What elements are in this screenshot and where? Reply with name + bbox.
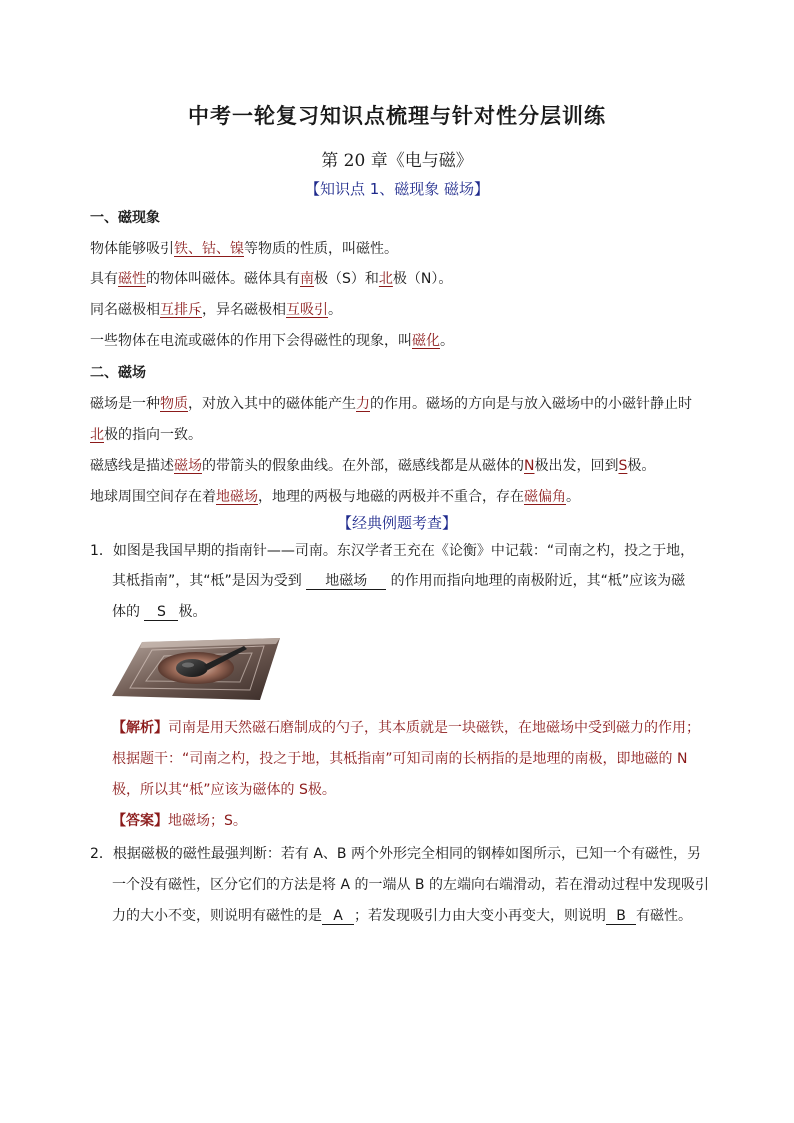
text: 一些物体在电流或磁体的作用下会得磁性的现象，叫 bbox=[90, 333, 412, 349]
question-2-line-3 bbox=[112, 905, 692, 925]
text: 力的大小不变，则说明有磁性的是 bbox=[112, 908, 322, 924]
chapter-title: 第 20 章《电与磁》 bbox=[321, 151, 473, 171]
paragraph-magnetism-definition bbox=[90, 238, 398, 258]
paragraph-pole-interaction bbox=[90, 299, 342, 319]
spoon bbox=[176, 659, 208, 677]
key-term: N bbox=[524, 458, 535, 474]
text: 同名磁极相 bbox=[90, 302, 160, 318]
key-term: 互吸引 bbox=[286, 302, 328, 318]
document-title: 中考一轮复习知识点梳理与针对性分层训练 bbox=[188, 104, 606, 128]
text: 的带箭头的假象曲线。在外部，磁感线都是从磁体的 bbox=[202, 458, 524, 474]
text: 具有 bbox=[90, 271, 118, 287]
paragraph-field-lines bbox=[90, 455, 655, 475]
text: 有磁性。 bbox=[636, 908, 692, 924]
question-1-analysis-line-2: 根据题干：“司南之杓，投之于地，其柢指南”可知司南的长柄指的是地理的南极，即地磁的 N bbox=[112, 751, 688, 767]
key-term: 磁性 bbox=[118, 271, 146, 287]
question-2-line-1: 2．根据磁极的磁性最强判断：若有 A、B 两个外形完全相同的钢棒如图所示，已知一个有磁性，另 bbox=[90, 846, 701, 862]
text: 地球周围空间存在着 bbox=[90, 489, 216, 505]
answer-blank: A bbox=[322, 908, 354, 925]
key-term: 物质 bbox=[160, 396, 188, 412]
text: 。 bbox=[440, 333, 454, 349]
text: ，地理的两极与地磁的两极并不重合，存在 bbox=[258, 489, 524, 505]
section-heading-magnetic-field: 二、磁场 bbox=[90, 365, 146, 381]
paragraph-field-direction bbox=[90, 424, 202, 444]
paragraph-magnet-definition bbox=[90, 268, 452, 288]
question-1-analysis-line-1 bbox=[112, 717, 700, 737]
question-2-line-2: 一个没有磁性，区分它们的方法是将 A 的一端从 B 的左端向右端滑动，若在滑动过程中发现吸引 bbox=[112, 877, 709, 893]
question-1-answer bbox=[112, 810, 247, 830]
key-term: 北 bbox=[378, 271, 393, 287]
text: 的作用。磁场的方向是与放入磁场中的小磁针静止时 bbox=[370, 396, 692, 412]
text: 磁场是一种 bbox=[90, 396, 160, 412]
key-term: 磁偏角 bbox=[524, 489, 566, 505]
knowledge-point-heading: 【知识点 1、磁现象 磁场】 bbox=[304, 180, 490, 198]
examples-heading: 【经典例题考查】 bbox=[336, 514, 457, 532]
text: 极（N）。 bbox=[392, 271, 453, 287]
text: 的物体叫磁体。磁体具有 bbox=[146, 271, 300, 287]
question-1-analysis-line-3: 极，所以其“柢”应该为磁体的 S极。 bbox=[112, 782, 336, 798]
text: 极（S）和 bbox=[314, 271, 379, 287]
text: 极的指向一致。 bbox=[104, 427, 202, 443]
key-term: 磁场 bbox=[174, 458, 202, 474]
text: ；若发现吸引力由大变小再变大，则说明 bbox=[354, 908, 606, 924]
section-heading-magnetism: 一、磁现象 bbox=[90, 210, 160, 226]
text: ，异名磁极相 bbox=[202, 302, 286, 318]
text: 磁感线是描述 bbox=[90, 458, 174, 474]
text: 极。 bbox=[627, 458, 656, 474]
text: 的作用而指向地理的南极附近，其“柢”应该为磁 bbox=[386, 573, 686, 589]
answer-blank: S bbox=[144, 604, 178, 621]
question-1-line-3 bbox=[112, 601, 206, 621]
key-term: 互排斥 bbox=[160, 302, 202, 318]
answer-label: 【答案】 bbox=[112, 813, 168, 829]
key-term: 地磁场 bbox=[216, 489, 258, 505]
question-1-line-1: 1．如图是我国早期的指南针——司南。东汉学者王充在《论衡》中记载：“司南之杓，投之于地， bbox=[90, 543, 695, 559]
text: 体的 bbox=[112, 604, 145, 620]
paragraph-magnetization bbox=[90, 330, 454, 350]
analysis-text: 司南是用天然磁石磨制成的勺子，其本质就是一块磁铁，在地磁场中受到磁力的作用； bbox=[168, 720, 700, 736]
question-1-line-2 bbox=[112, 570, 685, 590]
key-term: 力 bbox=[356, 396, 370, 412]
sinan-compass-image bbox=[112, 630, 280, 702]
answer-blank: B bbox=[606, 908, 636, 925]
paragraph-field-definition bbox=[90, 393, 692, 413]
text: 极出发，回到 bbox=[534, 458, 619, 474]
answer-text: 地磁场；S。 bbox=[168, 813, 247, 829]
paragraph-geomagnetic-field bbox=[90, 486, 580, 506]
text: ，对放入其中的磁体能产生 bbox=[188, 396, 356, 412]
text: 。 bbox=[328, 302, 342, 318]
key-term: 北 bbox=[90, 427, 104, 443]
key-term: S bbox=[618, 458, 628, 474]
answer-blank: 地磁场 bbox=[306, 573, 386, 590]
key-term: 南 bbox=[300, 271, 314, 287]
text: 其柢指南”，其“柢”是因为受到 bbox=[112, 573, 307, 589]
text: 物体能够吸引 bbox=[90, 241, 174, 257]
key-term: 磁化 bbox=[412, 333, 440, 349]
analysis-label: 【解析】 bbox=[112, 720, 168, 736]
text: 。 bbox=[566, 489, 580, 505]
key-term: 铁、钴、镍 bbox=[174, 241, 244, 257]
text: 极。 bbox=[178, 604, 207, 620]
text: 等物质的性质，叫磁性。 bbox=[244, 241, 398, 257]
